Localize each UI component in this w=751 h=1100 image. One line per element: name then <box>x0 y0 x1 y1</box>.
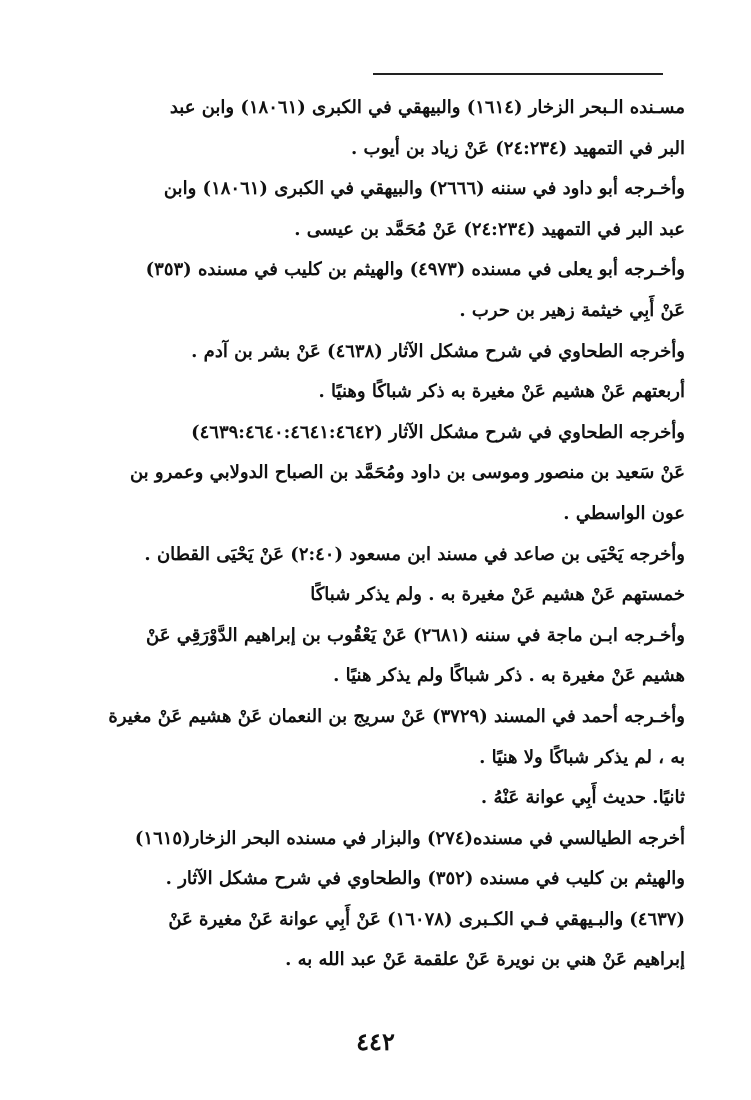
text-line: هشيم عَنْ مغيرة به . ذكر شباكًا ولم يذكر هنيًا . <box>333 665 685 687</box>
text-line: وأخرجه الطحاوي في شرح مشكل الآثار (٤٦٣٩:٤٦٤٠:٤٦٤١:٤٦٤٢) <box>191 421 685 443</box>
text-line: (٤٦٣٧) والبـيهقي فـي الكـبرى (١٦٠٧٨) عَنْ أَبِي عوانة عَنْ مغيرة عَنْ <box>168 908 685 930</box>
text-line: وأخـرجه أحمد في المسند (٣٧٢٩) عَنْ سريج بن النعمان عَنْ هشيم عَنْ مغيرة <box>108 705 685 727</box>
text-line: عَنْ أَبِي خيثمة زهير بن حرب . <box>459 299 685 321</box>
text-line: البر في التمهيد (٢٤:٢٣٤) عَنْ زياد بن أيوب . <box>351 137 685 159</box>
top-rule <box>373 73 663 75</box>
text-line: وأخـرجه أبو يعلى في مسنده (٤٩٧٣) والهيثم بن كليب في مسنده (٣٥٣) <box>145 259 685 281</box>
text-line: عَنْ سَعيد بن منصور وموسى بن داود ومُحَمَّد بن الصباح الدولابي وعمرو بن <box>129 462 685 484</box>
text-line: وأخـرجه ابـن ماجة في سننه (٢٦٨١) عَنْ يَعْقُوب بن إبراهيم الدَّوْرَقِي عَنْ <box>146 624 685 646</box>
text-line: وأخـرجه أبو داود في سننه (٢٦٦٦) والبيهقي في الكبرى (١٨٠٦١) وابن <box>163 178 685 200</box>
text-line: إبراهيم عَنْ هني بن نويرة عَنْ علقمة عَنْ عبد الله به . <box>285 949 685 971</box>
page-number: ٤٤٢ <box>356 1027 395 1056</box>
text-line: مسـنده الـبحر الزخار (١٦١٤) والبيهقي في الكبرى (١٨٠٦١) وابن عبد <box>169 97 685 118</box>
text-line: وأخرجه يَحْيَى بن صاعد في مسند ابن مسعود (٢:٤٠) عَنْ يَحْيَى القطان . <box>144 543 685 565</box>
text-line: عبد البر في التمهيد (٢٤:٢٣٤) عَنْ مُحَمَّد بن عيسى . <box>294 218 685 240</box>
text-line: خمستهم عَنْ هشيم عَنْ مغيرة به . ولم يذكر شباكًا <box>310 584 685 606</box>
main-text <box>60 88 685 981</box>
text-line: ثانيًا. حديث أَبِي عوانة عَنْهُ . <box>480 787 685 809</box>
text-line: به ، لم يذكر شباكًا ولا هنيًا . <box>479 746 685 768</box>
text-line: والهيثم بن كليب في مسنده (٣٥٢) والطحاوي في شرح مشكل الآثار . <box>165 868 685 890</box>
text-line: وأخرجه الطحاوي في شرح مشكل الآثار (٤٦٣٨) عَنْ بشر بن آدم . <box>191 340 685 362</box>
text-line: عون الواسطي . <box>563 502 685 524</box>
text-line: أخرجه الطيالسي في مسنده(٢٧٤) والبزار في مسنده البحر الزخار(١٦١٥) <box>134 827 685 849</box>
text-line: أربعتهم عَنْ هشيم عَنْ مغيرة به ذكر شباكًا وهنيًا . <box>318 381 685 403</box>
